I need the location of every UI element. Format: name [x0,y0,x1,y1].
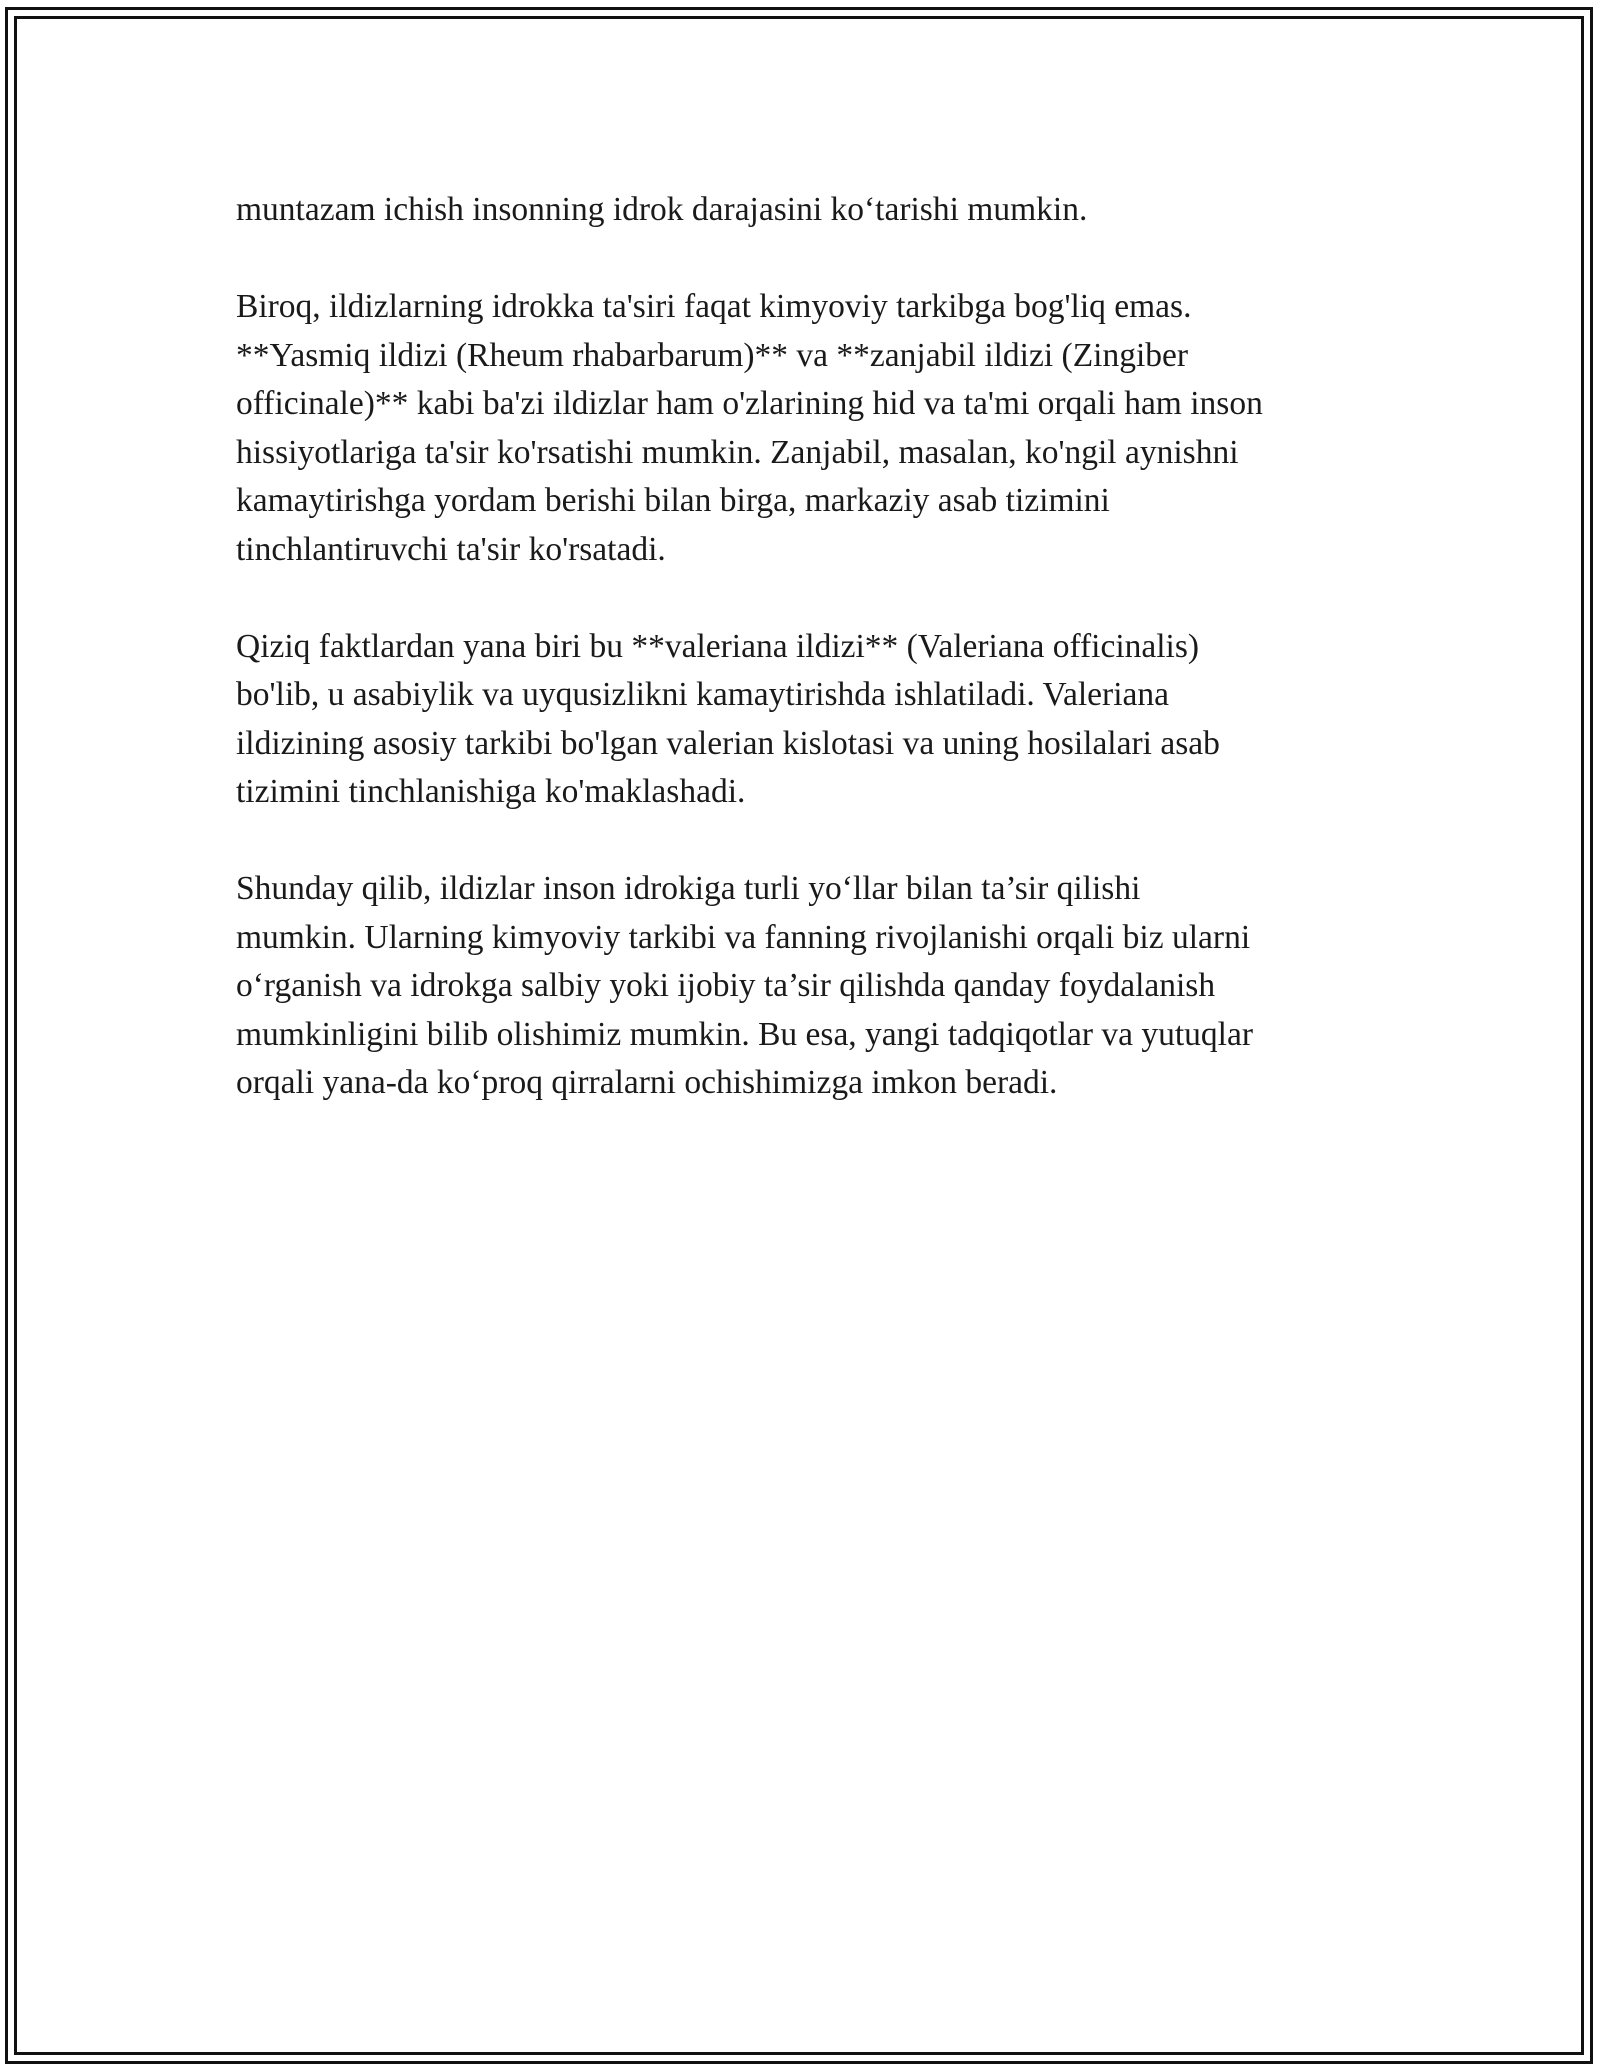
text-line: o‘rganish va idrokga salbiy yoki ijobiy ta’sir qilishda qanday foydalanish [236,967,1216,1004]
paragraph-2 [236,283,1366,574]
text-line: hissiyotlariga ta'sir ko'rsatishi mumkin. Zanjabil, masalan, ko'ngil aynishni [236,433,1239,471]
text-line: bo'lib, u asabiylik va uyqusizlikni kamaytirishda ishlatiladi. Valeriana [236,676,1169,713]
paragraph-1 [236,186,1366,235]
text-line: tizimini tinchlanishiga ko'maklashadi. [236,773,746,810]
text-line: kamaytirishga yordam berishi bilan birga, markaziy asab tizimini [236,482,1110,519]
document-body [236,186,1366,1156]
paragraph-4 [236,865,1366,1108]
text-line: Qiziq faktlardan yana biri bu **valeriana ildizi** (Valeriana officinalis) [236,627,1200,665]
text-line: tinchlantiruvchi ta'sir ko'rsatadi. [236,530,666,568]
text-line: ildizining asosiy tarkibi bo'lgan valerian kislotasi va uning hosilalari asab [236,724,1220,762]
text-line: Shunday qilib, ildizlar inson idrokiga turli yo‘llar bilan ta’sir qilishi [236,870,1141,907]
text-line: muntazam ichish insonning idrok darajasini ko‘tarishi mumkin. [236,191,1088,228]
text-line: orqali yana-da ko‘proq qirralarni ochishimizga imkon beradi. [236,1064,1058,1101]
text-line: **Yasmiq ildizi (Rheum rhabarbarum)** va **zanjabil ildizi (Zingiber [236,336,1189,374]
text-line: Biroq, ildizlarning idrokka ta'siri faqat kimyoviy tarkibga bog'liq emas. [236,288,1192,325]
text-line: mumkinligini bilib olishimiz mumkin. Bu esa, yangi tadqiqotlar va yutuqlar [236,1015,1253,1053]
paragraph-3 [236,623,1366,817]
text-line: mumkin. Ularning kimyoviy tarkibi va fanning rivojlanishi orqali biz ularni [236,918,1251,956]
text-line: officinale)** kabi ba'zi ildizlar ham o'zlarining hid va ta'mi orqali ham inson [236,385,1263,422]
